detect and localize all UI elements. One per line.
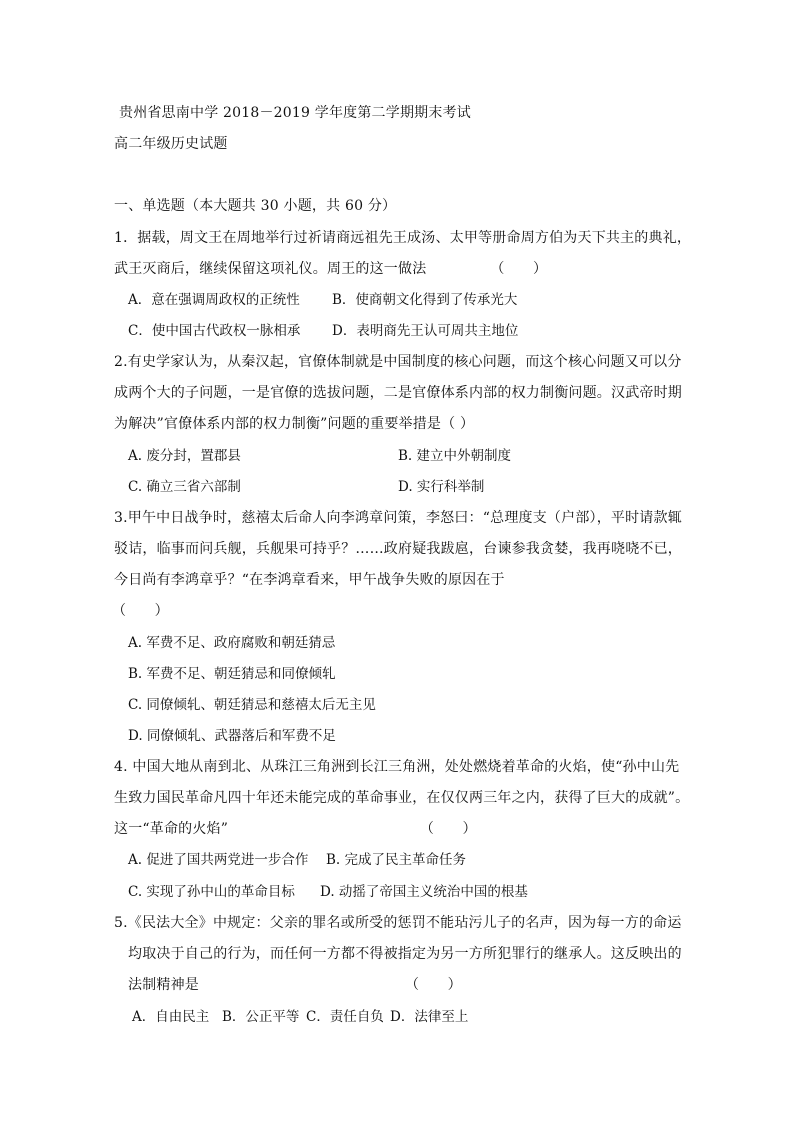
- option-d: D．法律至上: [390, 1009, 469, 1025]
- question-stem-line: 今日尚有李鸿章乎？“在李鸿章看来，甲午战争失败的原因在于: [114, 572, 505, 588]
- answer-blank: （ ）: [112, 603, 169, 619]
- question-stem-line: 3.甲午中日战争时，慈禧太后命人向李鸿章问策，李怒曰：“总理度支（户部），平时请款辄: [114, 510, 682, 526]
- option-a: A．意在强调周政权的正统性: [128, 292, 300, 308]
- question-stem-line: 1．据载，周文王在周地举行过祈请商远祖先王成汤、太甲等册命周方伯为天下共主的典礼，: [114, 230, 692, 246]
- option-d: D. 同僚倾轧、武器落后和军费不足: [128, 728, 336, 744]
- option-b: B. 军费不足、朝廷猜忌和同僚倾轧: [128, 666, 336, 682]
- question-stem-line: 成两个大的子问题，一是官僚的选拔问题，二是官僚体系内部的权力制衡问题。汉武帝时期: [114, 385, 682, 401]
- option-a: A. 废分封，置郡县: [128, 448, 241, 464]
- option-a: A．自由民主: [132, 1009, 210, 1025]
- question-stem-line: 这一“革命的火焰” （ ）: [114, 821, 477, 837]
- question-stem-line: 4. 中国大地从南到北、从珠江三角洲到长江三角洲，处处燃烧着革命的火焰，使“孙中山先: [114, 759, 680, 775]
- option-d: D. 实行科举制: [398, 479, 485, 495]
- option-c: C．使中国古代政权一脉相承: [128, 323, 301, 339]
- option-c: C. 同僚倾轧、朝廷猜忌和慈禧太后无主见: [128, 697, 376, 713]
- option-c: C．责任自负: [306, 1009, 384, 1025]
- question-stem-line: 法制精神是 （ ）: [128, 977, 462, 993]
- option-b: B. 完成了民主革命任务: [326, 852, 467, 868]
- option-d: D．表明商先王认可周共主地位: [332, 323, 519, 339]
- section-heading: 一、单选题（本大题共 30 小题，共 60 分）: [114, 198, 397, 214]
- question-stem-line: 5.《民法大全》中规定：父亲的罪名或所受的惩罚不能玷污儿子的名声，因为每一方的命运: [114, 915, 682, 931]
- option-d: D. 动摇了帝国主义统治中国的根基: [320, 884, 528, 900]
- option-b: B．使商朝文化得到了传承光大: [332, 292, 518, 308]
- question-stem-line: 武王灭商后，继续保留这项礼仪。周王的这一做法 （ ）: [114, 261, 548, 277]
- option-c: C. 实现了孙中山的革命目标: [128, 884, 295, 900]
- option-b: B. 建立中外朝制度: [398, 448, 512, 464]
- option-a: A. 军费不足、政府腐败和朝廷猜忌: [128, 635, 336, 651]
- option-b: B．公正平等: [222, 1009, 300, 1025]
- subject-title: 高二年级历史试题: [114, 136, 228, 152]
- question-stem-line: 2.有史学家认为，从秦汉起，官僚体制就是中国制度的核心问题，而这个核心问题又可以分: [114, 354, 682, 370]
- question-stem-line: 生致力国民革命凡四十年还未能完成的革命事业，在仅仅两三年之内，获得了巨大的成就”。: [114, 790, 690, 806]
- option-a: A. 促进了国共两党进一步合作: [128, 852, 309, 868]
- exam-title: 贵州省思南中学 2018－2019 学年度第二学期期末考试: [119, 105, 471, 121]
- option-c: C. 确立三省六部制: [128, 479, 241, 495]
- question-stem-line: 为解决”官僚体系内部的权力制衡”问题的重要举措是（ ）: [114, 416, 475, 432]
- question-stem-line: 驳诘，临事而问兵舰，兵舰果可持乎？……政府疑我跋扈，台谏参我贪婪，我再哓哓不已，: [114, 541, 682, 557]
- question-stem-line: 均取决于自己的行为，而任何一方都不得被指定为另一方所犯罪行的继承人。这反映出的: [128, 946, 682, 962]
